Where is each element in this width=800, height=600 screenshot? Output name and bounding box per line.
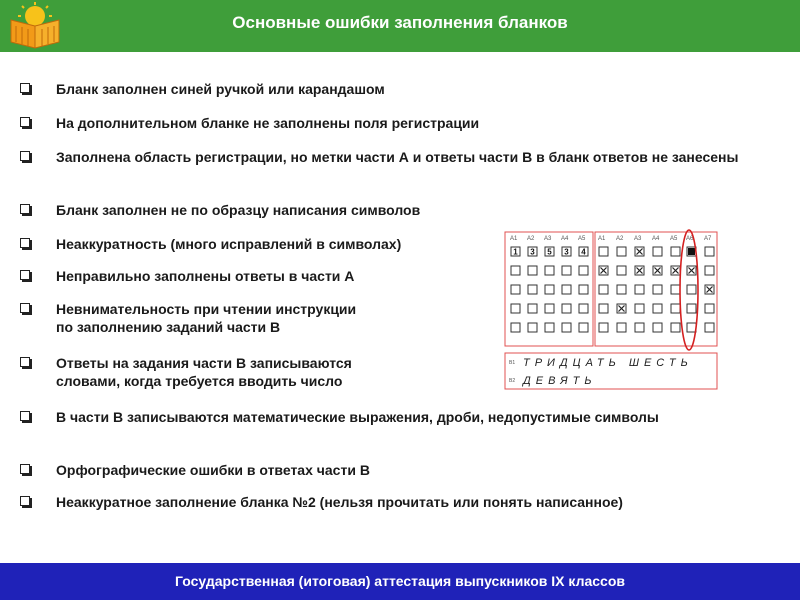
answer-cell — [635, 247, 644, 256]
answer-cell — [671, 323, 680, 332]
answer-cell — [599, 304, 608, 313]
answer-cell — [671, 304, 680, 313]
list-item-text: Бланк заполнен синей ручкой или карандашом — [56, 81, 385, 97]
column-header: А1 — [598, 236, 606, 242]
checkbox-bullet-icon — [20, 117, 30, 127]
answer-cell — [635, 323, 644, 332]
answer-cell — [528, 285, 537, 294]
column-header: А5 — [670, 236, 678, 242]
list-item-text: Ответы на задания части В записываются словами, когда требуется вводить число — [56, 355, 352, 389]
answer-cell — [545, 285, 554, 294]
answer-cell — [579, 285, 588, 294]
answer-cell — [599, 323, 608, 332]
digit-cell — [562, 247, 571, 257]
digit-cell — [579, 247, 588, 257]
answer-cell — [687, 323, 696, 332]
answer-cell — [545, 266, 554, 275]
column-header: А1 — [510, 236, 518, 242]
answer-cell — [671, 285, 680, 294]
answer-cell — [617, 323, 626, 332]
answer-cell — [687, 304, 696, 313]
answer-cell — [705, 266, 714, 275]
footer-text: Государственная (итоговая) аттестация выпускников IX классов — [175, 573, 625, 589]
answer-cell — [705, 285, 714, 294]
answer-cell — [617, 266, 626, 275]
column-header: А2 — [616, 236, 624, 242]
answer-cell — [579, 266, 588, 275]
handwritten-answer: ДЕВЯТЬ — [523, 375, 597, 387]
list-item-text: Неаккуратное заполнение бланка №2 (нельзя прочитать или понять написанное) — [56, 494, 623, 510]
column-header: А4 — [652, 236, 660, 242]
digit-cell — [528, 247, 537, 257]
answer-cell — [545, 304, 554, 313]
answer-cell — [705, 247, 714, 256]
svg-text:1: 1 — [513, 247, 518, 257]
checkbox-bullet-icon — [20, 238, 30, 248]
column-header: А2 — [527, 236, 535, 242]
answer-cell — [635, 266, 644, 275]
answer-cell — [653, 247, 662, 256]
checkbox-bullet-icon — [20, 357, 30, 367]
list-item-text: В части В записываются математические выражения, дроби, недопустимые символы — [56, 409, 659, 425]
svg-text:3: 3 — [564, 247, 569, 257]
answer-cell — [528, 323, 537, 332]
column-header: А4 — [561, 236, 569, 242]
answer-cell — [562, 304, 571, 313]
digit-cell — [545, 247, 554, 257]
answer-cell — [562, 266, 571, 275]
answer-cell — [671, 247, 680, 256]
answer-cell — [599, 247, 608, 256]
answer-cell — [511, 304, 520, 313]
answer-cell — [511, 323, 520, 332]
checkbox-bullet-icon — [20, 270, 30, 280]
answer-cell — [687, 285, 696, 294]
answer-cell — [562, 285, 571, 294]
answer-cell — [687, 247, 696, 256]
page-title: Основные ошибки заполнения бланков — [232, 13, 568, 32]
answer-cell — [671, 266, 680, 275]
answer-cell — [545, 323, 554, 332]
answer-cell — [617, 304, 626, 313]
answer-cell — [653, 285, 662, 294]
answer-cell — [528, 304, 537, 313]
column-header: А3 — [634, 236, 642, 242]
list-item-text: На дополнительном бланке не заполнены поля регистрации — [56, 115, 480, 131]
answer-label: В1 — [509, 360, 516, 366]
answer-cell — [511, 285, 520, 294]
answer-cell — [653, 304, 662, 313]
header-bar — [0, 0, 800, 52]
footer-bar — [0, 563, 800, 600]
digit-cell — [511, 247, 520, 257]
answer-cell — [562, 323, 571, 332]
answer-label: В2 — [509, 378, 516, 384]
answer-cell — [653, 323, 662, 332]
answer-cell — [511, 266, 520, 275]
list-item-text: Заполнена область регистрации, но метки части А и ответы части В в бланк ответов не занесены — [56, 149, 739, 165]
answer-cell — [617, 285, 626, 294]
answer-cell — [687, 266, 696, 275]
answer-cell — [705, 323, 714, 332]
checkbox-bullet-icon — [20, 496, 30, 506]
answer-cell — [635, 304, 644, 313]
answer-cell — [579, 304, 588, 313]
column-header: А5 — [578, 236, 586, 242]
answer-cell — [599, 285, 608, 294]
answer-cell — [617, 247, 626, 256]
list-item-text: Неаккуратность (много исправлений в символах) — [56, 236, 402, 252]
list-item-text: Орфографические ошибки в ответах части В — [56, 462, 370, 478]
list-item-text: Бланк заполнен не по образцу написания символов — [56, 202, 421, 218]
answer-cell — [579, 323, 588, 332]
answer-cell — [653, 266, 662, 275]
answer-cell — [635, 285, 644, 294]
checkbox-bullet-icon — [20, 83, 30, 93]
checkbox-bullet-icon — [20, 204, 30, 214]
column-header: А6 — [686, 236, 694, 242]
answer-form-sample — [503, 228, 723, 393]
checkbox-bullet-icon — [20, 411, 30, 421]
svg-text:3: 3 — [530, 247, 535, 257]
handwritten-answer: ТРИДЦАТЬ ШЕСТЬ — [523, 357, 693, 369]
list-item-text: Неправильно заполнены ответы в части А — [56, 268, 355, 284]
checkbox-bullet-icon — [20, 464, 30, 474]
checkbox-bullet-icon — [20, 151, 30, 161]
column-header: А3 — [544, 236, 552, 242]
column-header: А7 — [704, 236, 712, 242]
answer-cell — [705, 304, 714, 313]
svg-text:4: 4 — [581, 247, 586, 257]
svg-text:5: 5 — [547, 247, 552, 257]
answer-cell — [528, 266, 537, 275]
checkbox-bullet-icon — [20, 303, 30, 313]
list-item-text: Невнимательность при чтении инструкции по заполнению заданий части В — [56, 301, 357, 335]
answer-cell — [599, 266, 608, 275]
